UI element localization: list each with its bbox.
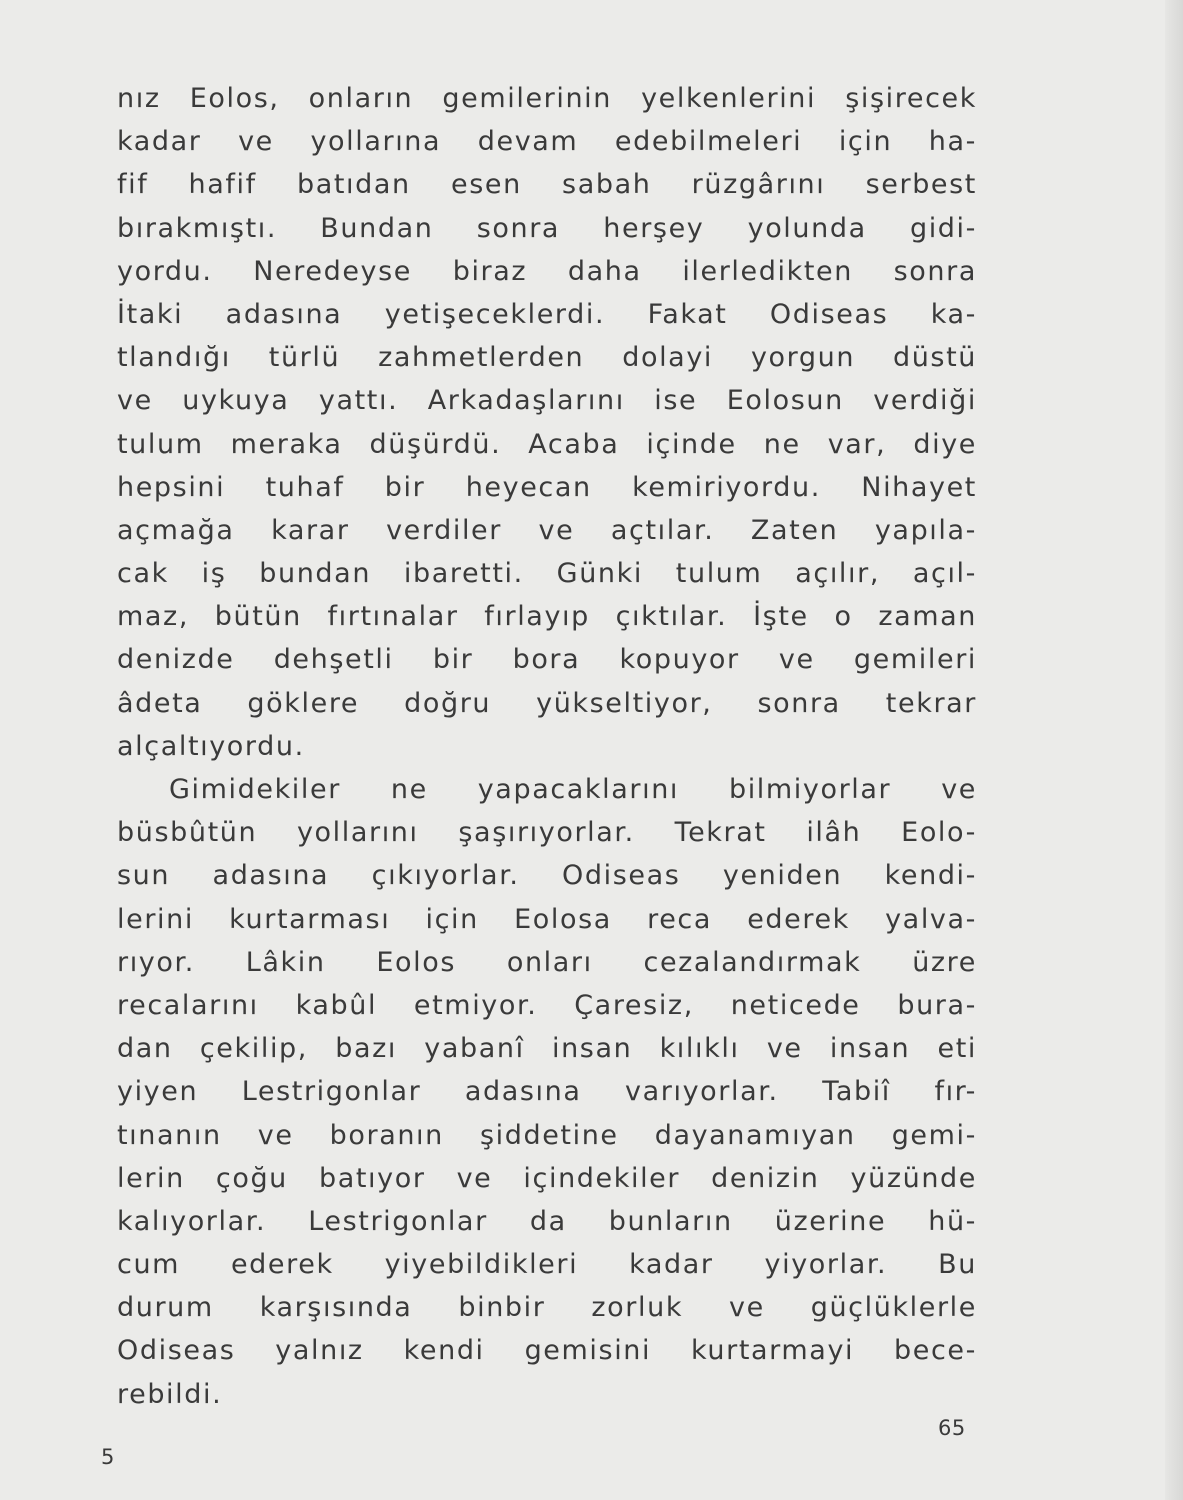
text-line: kadar ve yollarına devam edebilmeleri için ha- xyxy=(117,126,977,158)
text-line: denizde dehşetli bir bora kopuyor ve gemileri xyxy=(117,644,977,676)
text-line: büsbûtün yollarını şaşırıyorlar. Tekrat ilâh Eolo- xyxy=(117,817,977,849)
text-line: yordu. Neredeyse biraz daha ilerledikten sonra xyxy=(117,255,977,287)
text-line: ve uykuya yattı. Arkadaşlarını ise Eolosun verdiği xyxy=(117,385,977,417)
page-edge-shadow xyxy=(1165,0,1183,1500)
text-line: yiyen Lestrigonlar adasına varıyorlar. Tabiî fır- xyxy=(117,1076,977,1108)
text-line: maz, bütün fırtınalar fırlayıp çıktılar. İşte o zaman xyxy=(117,601,977,633)
text-line: alçaltıyordu. xyxy=(117,730,305,762)
text-line: rebildi. xyxy=(117,1378,223,1410)
text-line: İtaki adasına yetişeceklerdi. Fakat Odiseas ka- xyxy=(117,298,977,330)
text-line: Odiseas yalnız kendi gemisini kurtarmayi bece- xyxy=(117,1335,977,1367)
signature-mark: 5 xyxy=(101,1445,115,1469)
text-line: kalıyorlar. Lestrigonlar da bunların üzerine hü- xyxy=(117,1205,977,1237)
text-line: Gimidekiler ne yapacaklarını bilmiyorlar ve xyxy=(169,774,977,805)
text-line: açmağa karar verdiler ve açtılar. Zaten yapıla- xyxy=(117,514,977,546)
body-text xyxy=(117,77,977,1416)
text-line: lerini kurtarması için Eolosa reca ederek yalva- xyxy=(117,903,977,935)
text-line: tulum meraka düşürdü. Acaba içinde ne var, diye xyxy=(117,428,977,460)
text-line: rıyor. Lâkin Eolos onları cezalandırmak üzre xyxy=(117,946,977,978)
text-line: tınanın ve boranın şiddetine dayanamıyan gemi- xyxy=(117,1119,977,1151)
text-line: âdeta göklere doğru yükseltiyor, sonra tekrar xyxy=(117,687,977,719)
page-number: 65 xyxy=(938,1416,966,1440)
text-line: cum ederek yiyebildikleri kadar yiyorlar. Bu xyxy=(117,1249,977,1281)
text-line: tlandığı türlü zahmetlerden dolayi yorgun düstü xyxy=(117,342,977,374)
text-line: lerin çoğu batıyor ve içindekiler denizin yüzünde xyxy=(117,1162,977,1194)
text-line: fif hafif batıdan esen sabah rüzgârını serbest xyxy=(117,169,977,201)
text-line: recalarını kabûl etmiyor. Çaresiz, neticede bura- xyxy=(117,989,977,1021)
text-line: sun adasına çıkıyorlar. Odiseas yeniden kendi- xyxy=(117,860,977,892)
text-line: bırakmıştı. Bundan sonra herşey yolunda gidi- xyxy=(117,212,977,244)
text-line: dan çekilip, bazı yabanî insan kılıklı ve insan eti xyxy=(117,1033,977,1065)
text-line: durum karşısında binbir zorluk ve güçlüklerle xyxy=(117,1292,977,1324)
text-line: cak iş bundan ibaretti. Günki tulum açılır, açıl- xyxy=(117,558,977,590)
text-line: hepsini tuhaf bir heyecan kemiriyordu. Nihayet xyxy=(117,471,977,503)
text-line: nız Eolos, onların gemilerinin yelkenlerini şişirecek xyxy=(117,83,977,114)
